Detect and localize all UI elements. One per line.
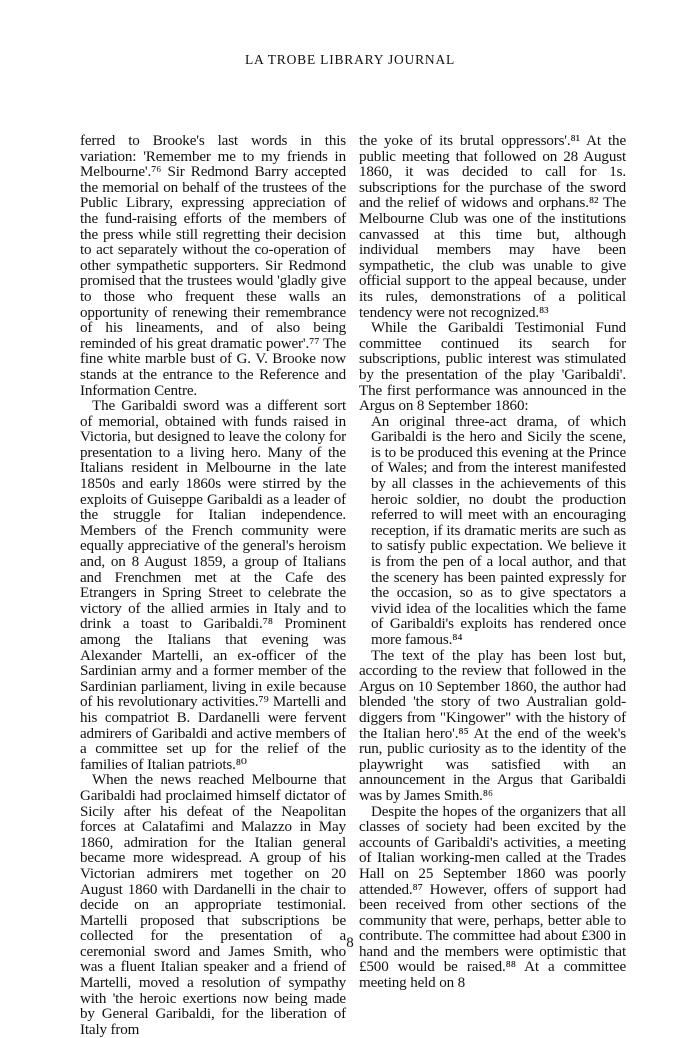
paragraph: the yoke of its brutal oppressors'.⁸¹ At the public meeting that followed on 28 August 1860, it was decided to call for 1s. subscriptions for the purchase of the sword and the relief of widows and orphans.⁸² The Melbourne Club was one of the institutions canvassed at this time but, although individual members may have been sympathetic, the club was unable to give official support to the appeal because, under its rules, demonstrations of a political tendency were not recognized.⁸³: [359, 133, 626, 321]
running-header: LA TROBE LIBRARY JOURNAL: [244, 52, 456, 67]
paragraph: Despite the hopes of the organizers that all classes of society had been excited by the accounts of Garibaldi's activities, a meeting of Italian working-men called at the Trades Hall on 25 September 1860 was poorly attended.⁸⁷ However, offers of support had been received from other sections of the community that were, perhaps, better able to contribute. The committee had about £300 in hand and the members were optimistic that £500 would be raised.⁸⁸ At a committee meeting held on 8: [359, 803, 626, 992]
block-quote: An original three-act drama, of which Garibaldi is the hero and Sicily the scene, is to be produced this evening at the Prince of Wales; and from the interest manifested by all classes in the achievements of this heroic soldier, no doubt the production referred to will meet with an encouraging reception, if its dramatic merits are such as to satisfy public expectation. We believe it is from the pen of a local author, and that the scenery has been painted expressly for the occasion, so as to give spectators a vivid idea of the localities which the fame of Garibaldi's exploits has rendered once more famous.⁸⁴: [371, 413, 626, 648]
paragraph: The text of the play has been lost but, according to the review that followed in the Argus on 10 September 1860, the author had blended 'the story of two Australian gold-diggers from "Kingower" with the history of the Italian hero'.⁸⁵ At the end of the week's run, public curiosity as to the identity of the playwright was satisfied with an announcement in the Argus that Garibaldi was by James Smith.⁸⁶: [359, 647, 626, 804]
right-column: [359, 134, 626, 992]
paragraph: When the news reached Melbourne that Garibaldi had proclaimed himself dictator of Sicily after his defeat of the Neapolitan forces at Calatafimi and Malazzo in May 1860, admiration for the Italian general became more widespread. A group of his Victorian admirers met together on 20 August 1860 with Dardanelli in the chair to decide on an appropriate testimonial. Martelli proposed that subscriptions be collected for the presentation of a ceremonial sword and James Smith, who was a fluent Italian speaker and a friend of Martelli, moved a resolution of sympathy with 'the heroic exertions now being made by General Garibaldi, for the liberation of Italy from: [80, 772, 346, 1038]
paragraph: ferred to Brooke's last words in this variation: 'Remember me to my friends in Melbourne'.⁷⁶ Sir Redmond Barry accepted the memorial on behalf of the trustees of the Public Library, expressing appreciation of the fund-raising efforts of the members of the press while still regretting their decision to act separately without the co-operation of other sympathetic supporters. Sir Redmond promised that the trustees would 'gladly give to those who frequent these walls an opportunity of renewing their remembrance of his lineaments, and of also being reminded of his great dramatic power'.⁷⁷ The fine white marble bust of G. V. Brooke now stands at the entrance to the Reference and Information Centre.: [80, 133, 346, 399]
page-number: 8: [346, 935, 354, 951]
paragraph: The Garibaldi sword was a different sort of memorial, obtained with funds raised in Victoria, but designed to leave the colony for presentation to a living hero. Many of the Italians resident in Melbourne in the late 1850s and early 1860s were stirred by the exploits of Guiseppe Garibaldi as a leader of the struggle for Italian independence. Members of the French community were equally appreciative of the general's heroism and, on 8 August 1859, a group of Italians and Frenchmen met at the Cafe des Etrangers in Spring Street to celebrate the victory of the allied armies in Italy and to drink a toast to Garibaldi.⁷⁸ Prominent among the Italians that evening was Alexander Martelli, an ex-officer of the Sardinian army and a former member of the Sardinian parliament, living in exile because of his revolutionary activities.⁷⁹ Martelli and his compatriot B. Dardanelli were fervent admirers of Garibaldi and active members of a committee set up for the relief of the families of Italian patriots.⁸⁰: [80, 398, 346, 773]
paragraph: While the Garibaldi Testimonial Fund committee continued its search for subscriptions, public interest was stimulated by the presentation of the play 'Garibaldi'. The first performance was announced in the Argus on 8 September 1860:: [359, 320, 626, 415]
left-column: [80, 134, 346, 1038]
